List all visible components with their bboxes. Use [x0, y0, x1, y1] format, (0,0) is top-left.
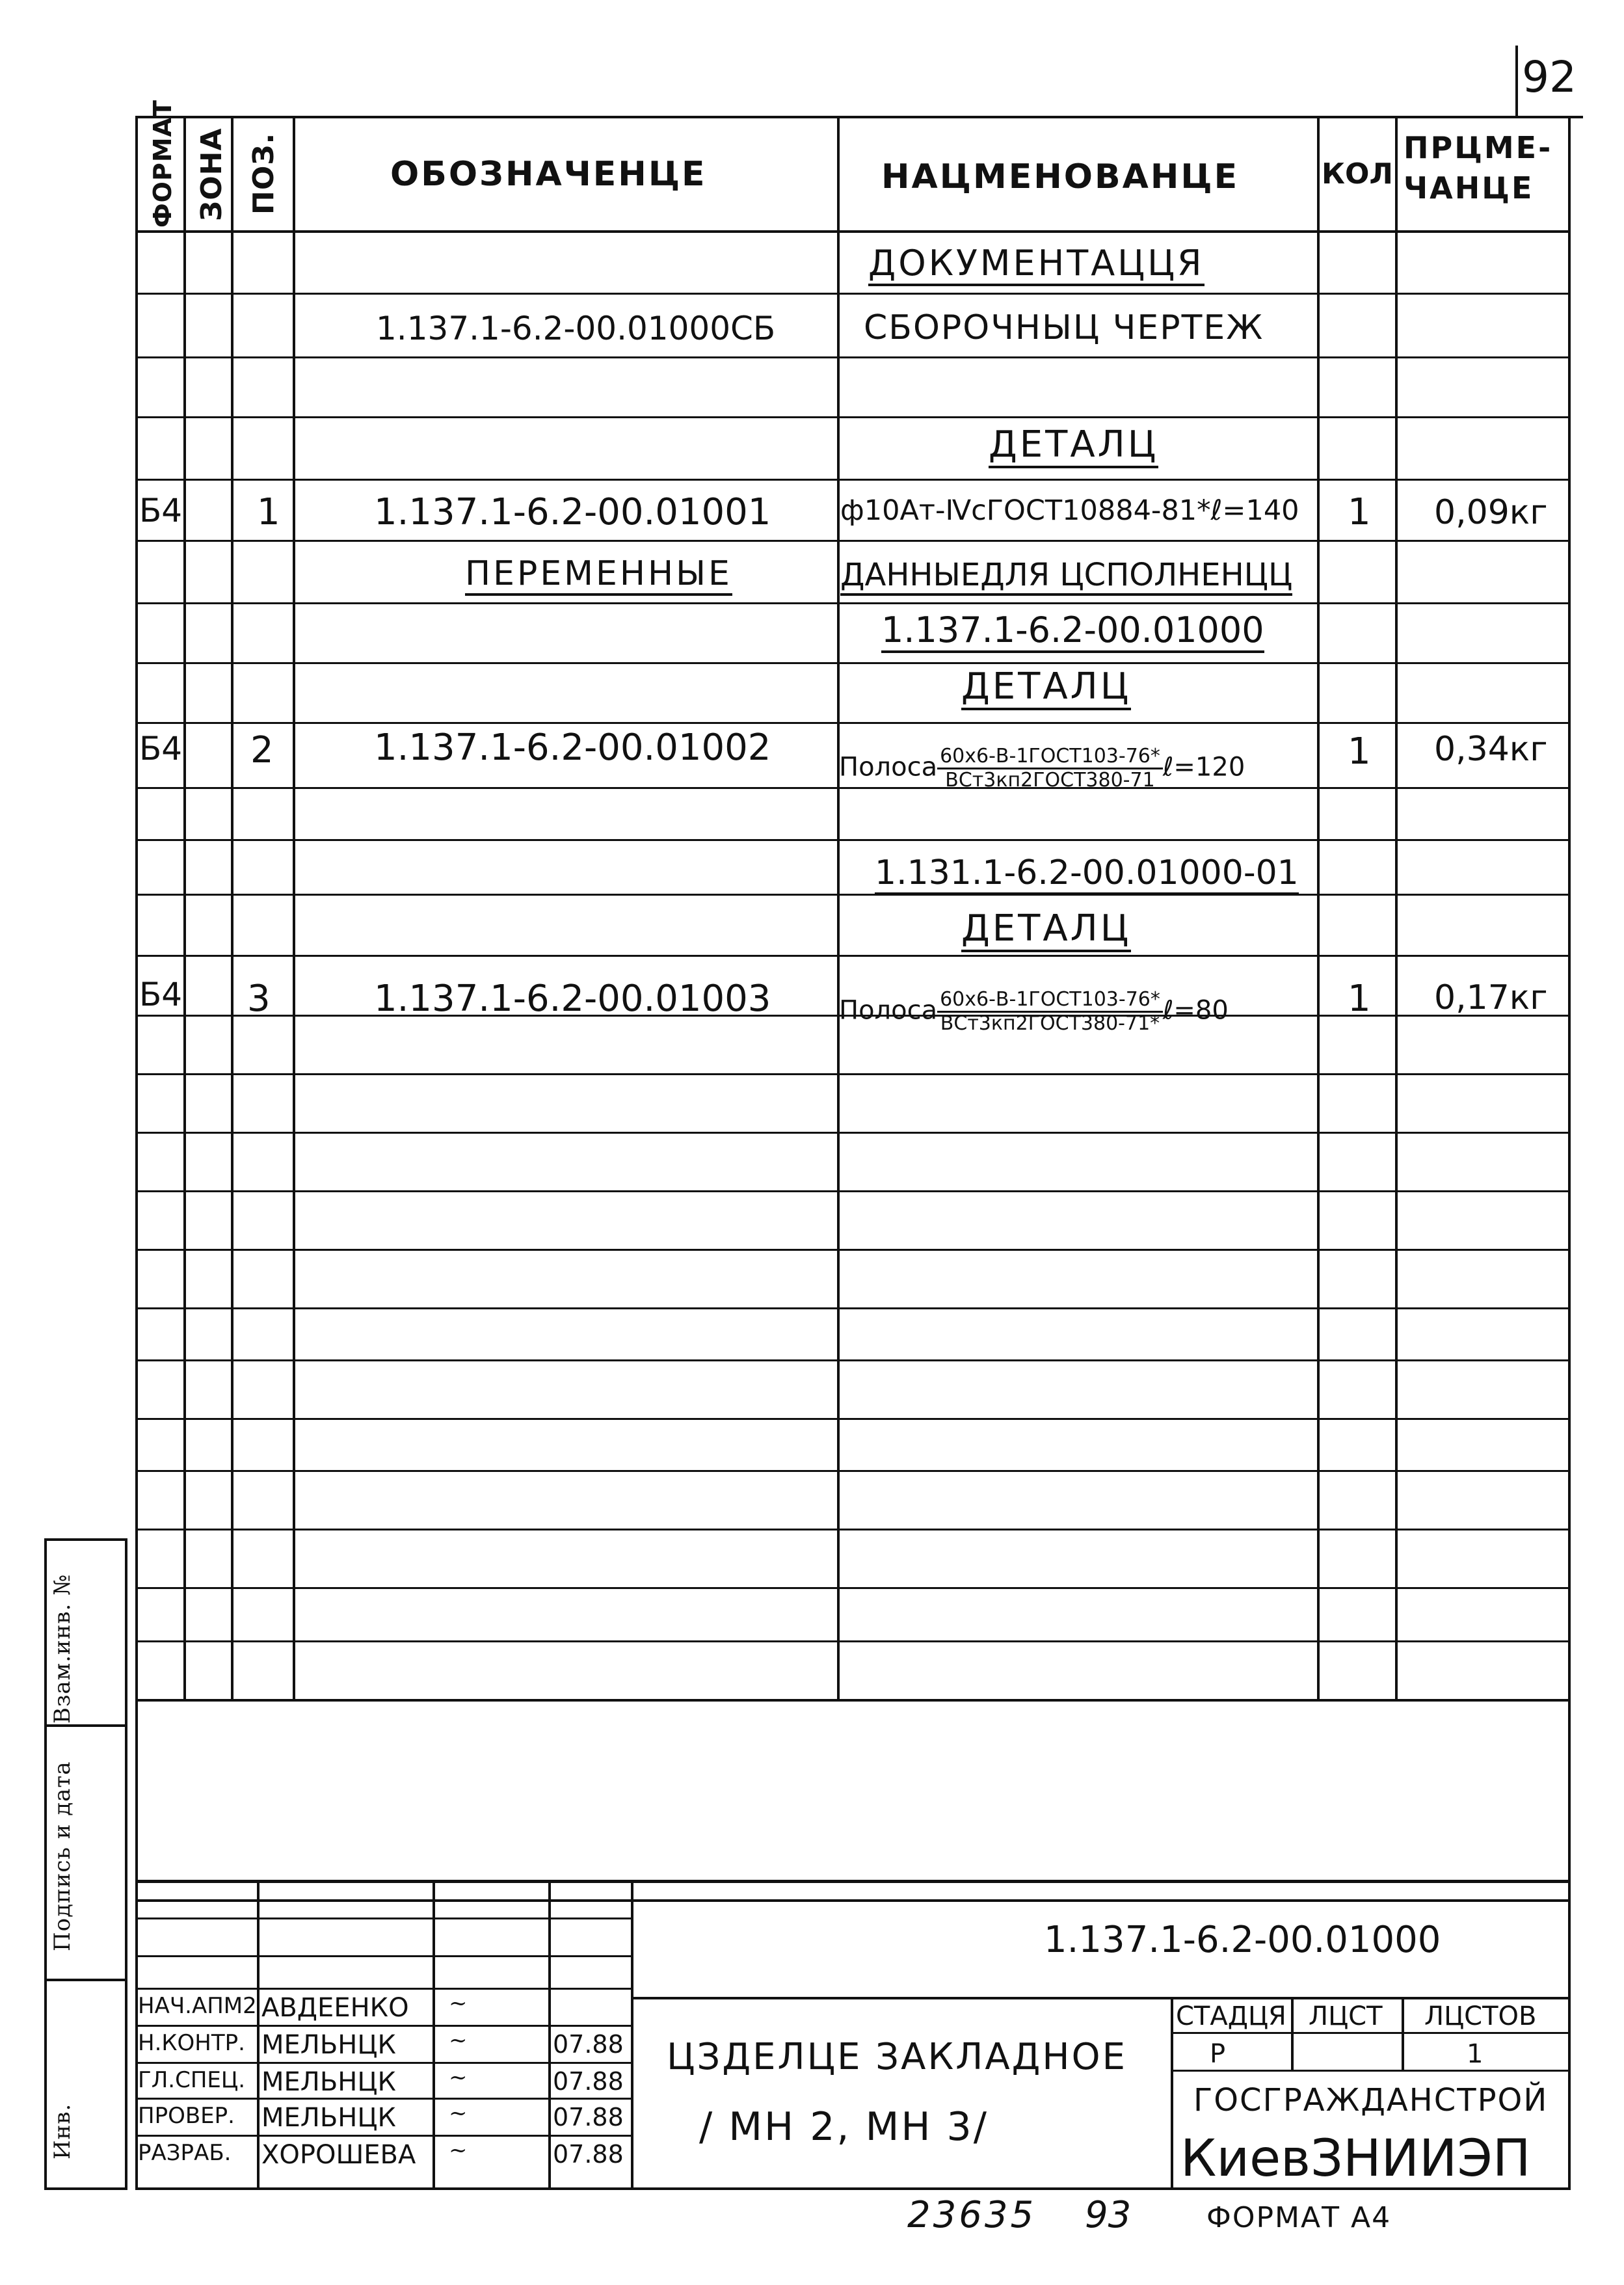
assembly-designation: 1.137.1-6.2-00.01000СБ	[376, 310, 776, 347]
header-zone: ЗОНА	[195, 127, 228, 221]
tb-stage-row-line	[1171, 2032, 1571, 2034]
col-line-format	[183, 116, 186, 1699]
title-block-row-line	[135, 1988, 631, 1990]
row2-designation: 1.137.1-6.2-00.01002	[374, 727, 771, 769]
header-name: НАЦМЕНОВАНЦЕ	[881, 157, 1240, 196]
col-line-name	[1317, 116, 1320, 1699]
table-row-line	[135, 722, 1571, 724]
header-designation: ОБОЗНАЧЕНЦЕ	[390, 155, 707, 194]
person-date: 07.88	[553, 2030, 624, 2059]
table-row-line	[135, 839, 1571, 841]
person-role: ПРОВЕР.	[138, 2103, 235, 2129]
table-row-line	[135, 1418, 1571, 1420]
footer-page: 93	[1085, 2194, 1132, 2236]
tb-line-1	[257, 1880, 260, 2190]
assembly-name: СБОРОЧНЫЦ ЧЕРТЕЖ	[864, 308, 1264, 347]
table-row-line	[135, 293, 1571, 295]
row1-note: 0,09кг	[1434, 493, 1548, 532]
title-block-row-line	[135, 2062, 631, 2064]
table-row-line	[135, 1359, 1571, 1361]
table-row-line	[135, 662, 1571, 664]
tb-stage-bottom-line	[1171, 2070, 1571, 2072]
row3-frac-top: 60х6-В-1ГОСТ103-76*	[937, 990, 1163, 1013]
table-row-line	[135, 1190, 1571, 1192]
title-block-row-line	[135, 2025, 631, 2027]
signature-icon: ~	[449, 2065, 468, 2091]
signature-icon: ~	[449, 2027, 468, 2053]
table-row-line	[135, 479, 1571, 481]
footer-number: 23635	[907, 2194, 1037, 2236]
row1-name: ф10Ат-ⅣсГОСТ10884-81*ℓ=140	[840, 494, 1299, 527]
col-line-designation	[837, 116, 840, 1699]
stage-label: СТАДЦЯ	[1176, 2001, 1286, 2031]
person-role: ГЛ.СПЕЦ.	[138, 2067, 246, 2093]
row2-format: Б4	[139, 730, 183, 768]
person-date: 07.88	[553, 2103, 624, 2131]
table-row-line	[135, 955, 1571, 957]
row2-fraction	[937, 747, 1163, 790]
tb-line-5	[1171, 1997, 1173, 2190]
tb-line-3	[548, 1880, 551, 2190]
signature-icon: ~	[449, 2100, 468, 2126]
row3-note: 0,17кг	[1434, 978, 1548, 1017]
header-qty: КОЛ	[1322, 157, 1393, 191]
page-number: 92	[1522, 52, 1577, 102]
header-pos: ПОЗ.	[247, 132, 280, 215]
org-name-2: КиевЗНИИЭП	[1180, 2130, 1531, 2188]
row2-length: ℓ=120	[1162, 752, 1245, 782]
row1-format: Б4	[139, 492, 183, 529]
table-row-line	[135, 1249, 1571, 1251]
variant-1-designation: 1.137.1-6.2-00.01000	[881, 613, 1264, 653]
row3-length: ℓ=80	[1162, 995, 1229, 1026]
person-role: Н.КОНТР.	[138, 2030, 245, 2056]
row2-frac-top: 60х6-В-1ГОСТ103-76*	[937, 747, 1163, 769]
table-row-line	[135, 540, 1571, 542]
title-line1: ЦЗДЕЛЦЕ ЗАКЛАДНОЕ	[667, 2036, 1127, 2078]
row3-qty: 1	[1348, 978, 1371, 1020]
title-block-row-line	[135, 2098, 631, 2100]
table-row-line	[135, 1307, 1571, 1309]
tb-line-4	[631, 1880, 633, 2190]
row2-frac-bot: ВСт3кп2ГОСТ380-71	[945, 769, 1155, 792]
variable-data-right: ДАННЫЕДЛЯ ЦСПОЛНЕНЦЦ	[840, 559, 1292, 596]
side-sign-label: Подпись и дата	[49, 1761, 75, 1951]
table-row-line	[135, 1529, 1571, 1530]
person-date: 07.88	[553, 2140, 624, 2169]
footer-format: ФОРМАТ А4	[1206, 2201, 1392, 2234]
table-row-line	[135, 356, 1571, 358]
side-inv-label: Инв.	[49, 2103, 75, 2159]
person-name: МЕЛЬНЦК	[261, 2067, 396, 2097]
person-role: НАЧ.АПМ2	[138, 1993, 257, 2019]
tb-line-2	[433, 1880, 435, 2190]
person-name: ХОРОШЕВА	[261, 2140, 416, 2170]
section-documentation: ДОКУМЕНТАЦЦЯ	[868, 246, 1205, 286]
row2-qty: 1	[1348, 730, 1371, 773]
title-block-row-line	[135, 1918, 631, 1919]
row3-name	[839, 990, 1229, 1034]
table-row-line	[135, 1073, 1571, 1075]
header-bottom-line	[135, 230, 1571, 233]
header-note-1: ПРЦМЕ-	[1404, 130, 1553, 165]
person-name: МЕЛЬНЦК	[261, 2103, 396, 2133]
row3-pos: 3	[247, 978, 271, 1020]
side-replace-label: Взам.инв. №	[49, 1573, 75, 1724]
table-row-line	[135, 1587, 1571, 1589]
sheets-label: ЛЦСТОВ	[1424, 2001, 1537, 2031]
signature-icon: ~	[449, 1990, 468, 2016]
table-row-line	[135, 894, 1571, 896]
header-format: ФОРМАТ	[148, 100, 177, 228]
title-block-row-line	[135, 2135, 631, 2137]
table-row-line	[135, 602, 1571, 604]
row2-note: 0,34кг	[1434, 730, 1548, 769]
sheet-label: ЛЦСТ	[1309, 2001, 1383, 2031]
row2-pos: 2	[250, 729, 274, 771]
row3-fraction	[937, 990, 1163, 1034]
variable-data-left: ПЕРЕМЕННЫЕ	[465, 557, 732, 596]
table-row-line	[135, 1640, 1571, 1642]
row3-name-prefix: Полоса	[839, 995, 938, 1026]
table-row-line	[135, 1470, 1571, 1472]
person-role: РАЗРАБ.	[138, 2140, 232, 2166]
stage-value: Р	[1210, 2039, 1226, 2069]
section-details-1: ДЕТАЛЦ	[989, 427, 1158, 468]
person-date: 07.88	[553, 2067, 624, 2096]
person-name: АВДЕЕНКО	[261, 1993, 409, 2023]
table-row-line	[135, 1132, 1571, 1134]
col-line-zone	[231, 116, 233, 1699]
col-line-pos	[293, 116, 295, 1699]
row3-designation: 1.137.1-6.2-00.01003	[374, 978, 771, 1020]
row1-designation: 1.137.1-6.2-00.01001	[374, 491, 771, 533]
tb-code-bottom-line	[631, 1997, 1571, 1999]
title-line2: / МН 2, МН 3/	[699, 2104, 989, 2150]
variant-2-designation: 1.131.1-6.2-00.01000-01	[875, 856, 1299, 895]
signature-icon: ~	[449, 2137, 468, 2163]
row3-frac-bot: ВСт3кп2ГОСТ380-71*	[940, 1012, 1160, 1035]
section-details-2: ДЕТАЛЦ	[961, 669, 1131, 710]
row2-name-prefix: Полоса	[839, 752, 938, 782]
row1-qty: 1	[1348, 491, 1371, 533]
row3-format: Б4	[139, 976, 183, 1013]
row2-name	[839, 747, 1245, 790]
table-row-line	[135, 416, 1571, 418]
row1-pos: 1	[257, 491, 280, 533]
header-note-2: ЧАНЦЕ	[1404, 170, 1534, 206]
col-line-qty	[1395, 116, 1398, 1699]
org-name-1: ГОСГРАЖДАНСТРОЙ	[1193, 2082, 1549, 2118]
title-block-row-line	[135, 1955, 631, 1957]
section-details-3: ДЕТАЛЦ	[961, 911, 1131, 952]
table-bottom-line	[135, 1699, 1571, 1702]
doc-code: 1.137.1-6.2-00.01000	[1044, 1919, 1441, 1961]
person-name: МЕЛЬНЦК	[261, 2030, 396, 2060]
sheets-value: 1	[1467, 2039, 1484, 2069]
